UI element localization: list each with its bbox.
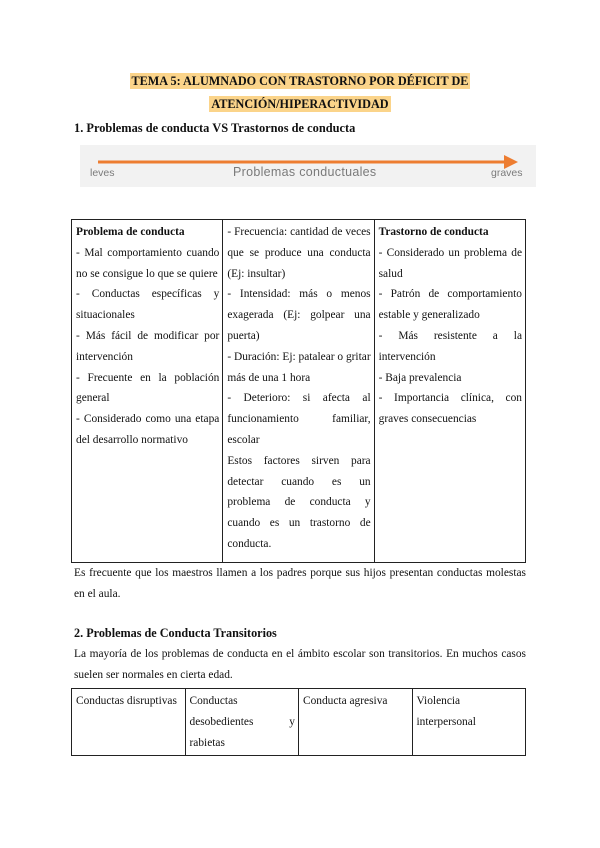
list-item: - Mal comportamiento cuando no se consigue lo que se quiere bbox=[76, 246, 220, 280]
factors-note: Estos factores sirven para detectar cuando es un problema de conducta y cuando es un trastorno de conducta. bbox=[227, 454, 371, 550]
behavior-problem-heading: Problema de conducta bbox=[76, 226, 185, 238]
list-item: - Frecuencia: cantidad de veces que se produce una conducta (Ej: insultar) bbox=[227, 226, 371, 280]
conduct-disorder-cell bbox=[374, 220, 525, 563]
severity-arrow-diagram bbox=[80, 145, 536, 187]
table-cell: Conductas desobedientes y rabietas bbox=[185, 689, 299, 756]
section-1-heading: 1. Problemas de conducta VS Trastornos de conducta bbox=[74, 121, 356, 135]
section-2-paragraph: La mayoría de los problemas de conducta en el ámbito escolar son transitorios. En muchos casos suelen ser normales en cierta edad. bbox=[74, 648, 526, 681]
document-title-line-2: ATENCIÓN/HIPERACTIVIDAD bbox=[211, 97, 389, 111]
section-1-paragraph: Es frecuente que los maestros llamen a los padres porque sus hijos presentan conductas molestas en el aula. bbox=[74, 567, 526, 600]
comparison-table-row bbox=[72, 220, 526, 563]
table-row bbox=[72, 689, 526, 756]
arrow-label-center: Problemas conductuales bbox=[233, 165, 377, 179]
list-item: - Considerado como una etapa del desarrollo normativo bbox=[76, 413, 220, 446]
list-item: - Más resistente a la intervención bbox=[378, 329, 522, 363]
table-cell: Conducta agresiva bbox=[299, 689, 413, 756]
list-item: - Intensidad: más o menos exagerada (Ej: golpear una puerta) bbox=[227, 288, 371, 342]
transitory-problems-table bbox=[71, 688, 526, 756]
list-item: - Frecuente en la población general bbox=[76, 371, 220, 405]
list-item: - Importancia clínica, con graves consecuencias bbox=[378, 392, 522, 426]
list-item: - Patrón de comportamiento estable y generalizado bbox=[378, 288, 522, 322]
table-cell: Violencia interpersonal bbox=[412, 689, 526, 756]
list-item: - Deterioro: si afecta al funcionamiento familiar, escolar bbox=[227, 392, 371, 446]
list-item: - Considerado un problema de salud bbox=[378, 246, 522, 280]
list-item: - Más fácil de modificar por intervención bbox=[76, 329, 220, 363]
arrow-label-mild: leves bbox=[90, 167, 115, 179]
list-item: - Duración: Ej: patalear o gritar más de una 1 hora bbox=[227, 350, 371, 384]
behavior-problem-cell bbox=[72, 220, 223, 563]
section-2-heading: 2. Problemas de Conducta Transitorios bbox=[74, 626, 277, 640]
document-title-line-1: TEMA 5: ALUMNADO CON TRASTORNO POR DÉFICIT DE bbox=[131, 74, 469, 88]
factors-cell bbox=[223, 220, 374, 563]
conduct-disorder-heading: Trastorno de conducta bbox=[378, 226, 489, 238]
comparison-table bbox=[71, 219, 526, 563]
list-item: - Conductas específicas y situacionales bbox=[76, 288, 220, 322]
arrow-label-severe: graves bbox=[491, 167, 523, 179]
table-cell: Conductas disruptivas bbox=[72, 689, 186, 756]
list-item: - Baja prevalencia bbox=[378, 371, 462, 384]
